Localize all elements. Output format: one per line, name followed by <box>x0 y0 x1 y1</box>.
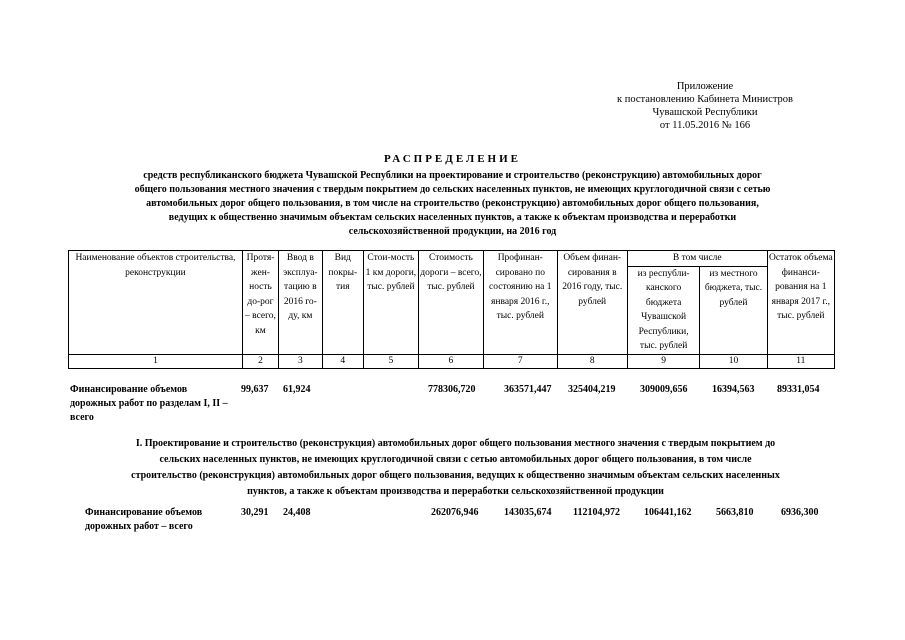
subtitle-line: ведущих к общественно значимым объектам сельских населенных пунктов, а также к объектам производства и переработки <box>168 212 737 223</box>
header-funding-volume: Объем финан-сирования в 2016 году, тыс. рублей <box>557 251 627 355</box>
subtitle-line: средств республиканского бюджета Чувашской Республики на проектирование и строительство (реконструкцию) автомобильных дорог <box>143 170 762 181</box>
annex-line: к постановлению Кабинета Министров <box>617 94 793 105</box>
column-number: 9 <box>627 354 699 368</box>
annex-block <box>600 80 810 132</box>
cell-total-cost: 778306,720 <box>428 384 476 395</box>
subtitle-line: автомобильных дорог общего пользования, в том числе на строительство (реконструкцию) автомобильных дорог общего пользования, <box>146 198 759 209</box>
cell-total-cost: 262076,946 <box>431 507 479 518</box>
cell-local-budget: 16394,563 <box>712 384 755 395</box>
column-number: 11 <box>767 354 834 368</box>
column-number: 10 <box>700 354 767 368</box>
cell-remainder: 89331,054 <box>777 384 820 395</box>
cell-commission: 24,408 <box>283 507 311 518</box>
cell-prefunded: 143035,674 <box>504 507 552 518</box>
header-coverage: Вид покры-тия <box>322 251 363 355</box>
cell-local-budget: 5663,810 <box>716 507 754 518</box>
section-line: I. Проектирование и строительство (реконструкция) автомобильных дорог общего пользования местного значения с твердым покрытием до <box>135 438 776 449</box>
section-line: пунктов, а также к объектам производства и переработки сельскохозяйственной продукции <box>247 486 664 497</box>
section-line: строительство (реконструкция) автомобильных дорог общего пользования, ведущих к общественно значимым объектам сельских населенных <box>131 470 780 481</box>
subtitle-line: общего пользования местного значения с твердым покрытием до сельских населенных пунктов, не имеющих круглогодичной связи с сетью <box>134 184 771 195</box>
cell-remainder: 6936,300 <box>781 507 819 518</box>
header-name: Наименование объектов строительства, реконструкции <box>69 251 243 355</box>
column-number: 1 <box>69 354 243 368</box>
column-number: 2 <box>242 354 278 368</box>
column-number: 5 <box>363 354 418 368</box>
cell-funding-volume: 325404,219 <box>568 384 616 395</box>
column-number: 4 <box>322 354 363 368</box>
header-prefunded: Профинан-сировано по состоянию на 1 января 2016 г., тыс. рублей <box>484 251 557 355</box>
cell-commission: 61,924 <box>283 384 311 395</box>
cell-prefunded: 363571,447 <box>504 384 552 395</box>
header-length: Протя-жен-ность до-рог – всего, км <box>242 251 278 355</box>
subtitle-line: сельскохозяйственной продукции, на 2016 год <box>348 226 557 237</box>
annex-line: от 11.05.2016 № 166 <box>659 120 751 131</box>
header-local-budget: из местного бюджета, тыс. рублей <box>700 266 767 354</box>
document-subtitle <box>60 169 845 239</box>
cell-length: 30,291 <box>241 507 269 518</box>
section-line: сельских населенных пунктов, не имеющих круглогодичной связи с сетью автомобильных дорог общего пользования, в том числе <box>159 454 752 465</box>
column-number: 3 <box>279 354 322 368</box>
annex-line: Приложение <box>676 81 734 92</box>
row-label: Финансирование объемов дорожных работ по разделам I, II – всего <box>70 384 228 423</box>
cell-funding-volume: 112104,972 <box>573 507 620 518</box>
header-total-cost: Стоимость дороги – всего, тыс. рублей <box>418 251 483 355</box>
header-commission: Ввод в эксплуа-тацию в 2016 го-ду, км <box>279 251 322 355</box>
cell-length: 99,637 <box>241 384 269 395</box>
column-number: 8 <box>557 354 627 368</box>
distribution-table <box>68 250 835 369</box>
header-including-group: В том числе <box>627 251 767 267</box>
column-number: 7 <box>484 354 557 368</box>
header-republic-budget: из республи-канского бюджета Чувашской Республики, тыс. рублей <box>627 266 699 354</box>
column-number: 6 <box>418 354 483 368</box>
row-label: Финансирование объемов дорожных работ – всего <box>85 507 203 532</box>
annex-line: Чувашской Республики <box>652 107 758 118</box>
cell-republic-budget: 106441,162 <box>644 507 692 518</box>
header-remainder: Остаток объема финанси-рования на 1 января 2017 г., тыс. рублей <box>767 251 834 355</box>
cell-republic-budget: 309009,656 <box>640 384 688 395</box>
section-1-heading <box>58 436 853 500</box>
header-cost-per-km: Стои-мость 1 км дороги, тыс. рублей <box>363 251 418 355</box>
document-title: РАСПРЕДЕЛЕНИЕ <box>383 153 521 165</box>
